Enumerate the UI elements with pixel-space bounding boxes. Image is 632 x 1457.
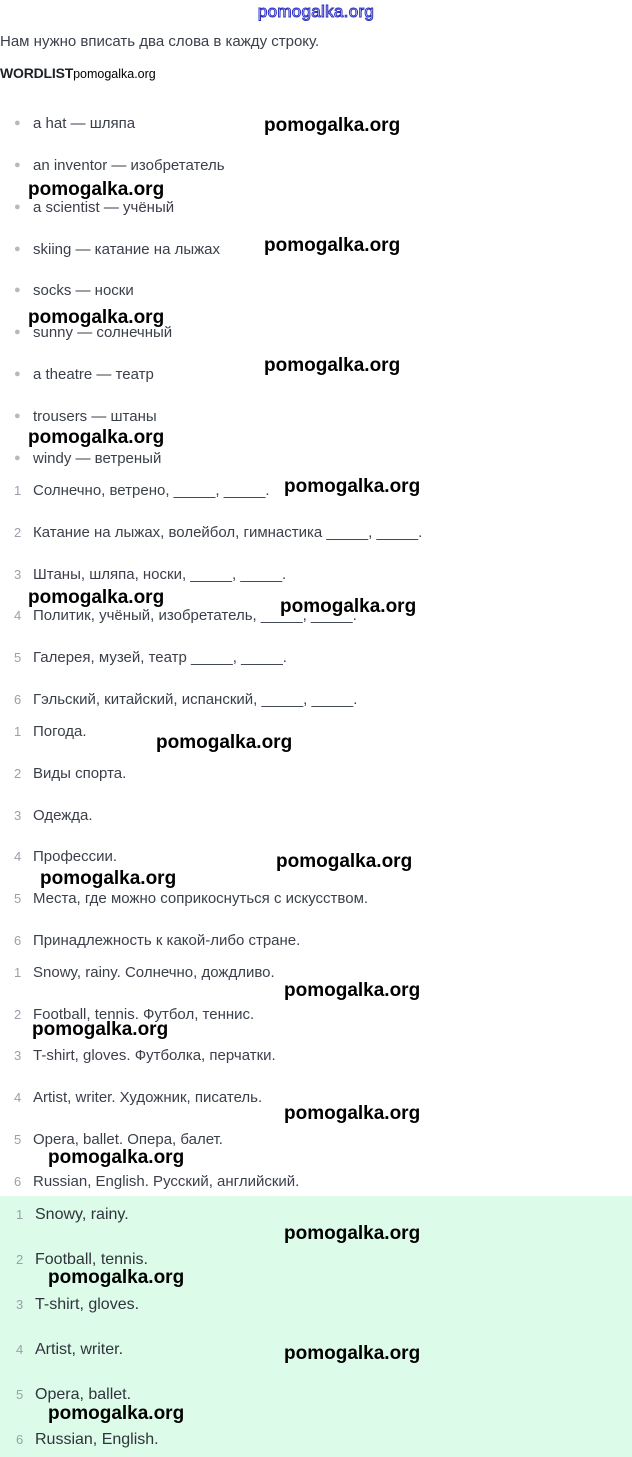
answer-item: 3 T-shirt, gloves. xyxy=(16,1296,140,1313)
category-item: 6 Принадлежность к какой-либо стране. xyxy=(14,932,301,949)
wordlist-item: ● skiing — катание на лыжах xyxy=(14,241,221,258)
watermark: pomogalka.org xyxy=(284,1223,421,1244)
category-item: 1 Погода. xyxy=(14,723,87,740)
watermark: pomogalka.org xyxy=(28,307,165,328)
bullet-icon: ● xyxy=(14,326,21,338)
wordlist-item: ● windy — ветреный xyxy=(14,450,162,467)
bullet-icon: ● xyxy=(14,452,21,464)
example-item: 4 Artist, writer. Художник, писатель. xyxy=(14,1089,263,1106)
task-item: 4 Политик, учёный, изобретатель, _____, _____. xyxy=(14,607,357,624)
watermark: pomogalka.org xyxy=(40,868,177,889)
task-item: 5 Галерея, музей, театр _____, _____. xyxy=(14,649,287,666)
watermark: pomogalka.org xyxy=(276,851,413,872)
bullet-icon: ● xyxy=(14,159,21,171)
wordlist-item: ● a hat — шляпа xyxy=(14,115,136,132)
example-item: 1 Snowy, rainy. Солнечно, дождливо. xyxy=(14,964,275,981)
bullet-icon: ● xyxy=(14,243,21,255)
example-item: 5 Opera, ballet. Опера, балет. xyxy=(14,1131,223,1148)
watermark: pomogalka.org xyxy=(28,427,165,448)
bullet-icon: ● xyxy=(14,410,21,422)
site-logo: pomogalka.org xyxy=(257,2,375,21)
task-item: 2 Катание на лыжах, волейбол, гимнастика _____, _____. xyxy=(14,524,423,541)
example-item: 6 Russian, English. Русский, английский. xyxy=(14,1173,300,1190)
watermark: pomogalka.org xyxy=(284,980,421,1001)
watermark: pomogalka.org xyxy=(28,179,165,200)
answer-item: 5 Opera, ballet. xyxy=(16,1386,132,1403)
watermark: pomogalka.org xyxy=(32,1019,169,1040)
watermark: pomogalka.org xyxy=(284,476,421,497)
watermark: pomogalka.org xyxy=(48,1267,185,1288)
watermark: pomogalka.org xyxy=(284,1103,421,1124)
watermark: pomogalka.org xyxy=(156,732,293,753)
wordlist-item: ● an inventor — изобретатель xyxy=(14,157,225,174)
category-item: 5 Места, где можно соприкоснуться с искусством. xyxy=(14,890,369,907)
watermark: pomogalka.org xyxy=(48,1403,185,1424)
watermark: pomogalka.org xyxy=(28,587,165,608)
bullet-icon: ● xyxy=(14,117,21,129)
bullet-icon: ● xyxy=(14,201,21,213)
intro-text: Нам нужно вписать два слова в кажду строку. xyxy=(0,33,320,50)
category-item: 4 Профессии. xyxy=(14,848,118,865)
wordlist-heading xyxy=(0,65,156,83)
bullet-icon: ● xyxy=(14,284,21,296)
watermark: pomogalka.org xyxy=(264,235,401,256)
watermark: pomogalka.org xyxy=(48,1147,185,1168)
wordlist-item: ● socks — носки xyxy=(14,282,134,299)
example-item: 2 Football, tennis. Футбол, теннис. xyxy=(14,1006,255,1023)
watermark: pomogalka.org xyxy=(284,1343,421,1364)
answer-item: 1 Snowy, rainy. xyxy=(16,1206,129,1223)
wordlist-item: ● trousers — штаны xyxy=(14,408,157,425)
answer-item: 2 Football, tennis. xyxy=(16,1251,148,1268)
task-item: 1 Солнечно, ветрено, _____, _____. xyxy=(14,482,270,499)
watermark: pomogalka.org xyxy=(264,355,401,376)
wordlist-item: ● a theatre — театр xyxy=(14,366,154,383)
wordlist-title: WORDLIST xyxy=(0,65,74,81)
task-item: 6 Гэльский, китайский, испанский, _____, _____. xyxy=(14,691,358,708)
example-item: 3 T-shirt, gloves. Футболка, перчатки. xyxy=(14,1047,276,1064)
wordlist-item: ● sunny — солнечный xyxy=(14,324,173,341)
wordlist-item: ● a scientist — учёный xyxy=(14,199,175,216)
watermark: pomogalka.org xyxy=(280,596,417,617)
answer-item: 4 Artist, writer. xyxy=(16,1341,124,1358)
category-item: 2 Виды спорта. xyxy=(14,765,127,782)
task-item: 3 Штаны, шляпа, носки, _____, _____. xyxy=(14,566,287,583)
wordlist-mark: pomogalka.org xyxy=(73,67,156,81)
category-item: 3 Одежда. xyxy=(14,807,93,824)
bullet-icon: ● xyxy=(14,368,21,380)
answer-item: 6 Russian, English. xyxy=(16,1431,159,1448)
watermark: pomogalka.org xyxy=(264,115,401,136)
